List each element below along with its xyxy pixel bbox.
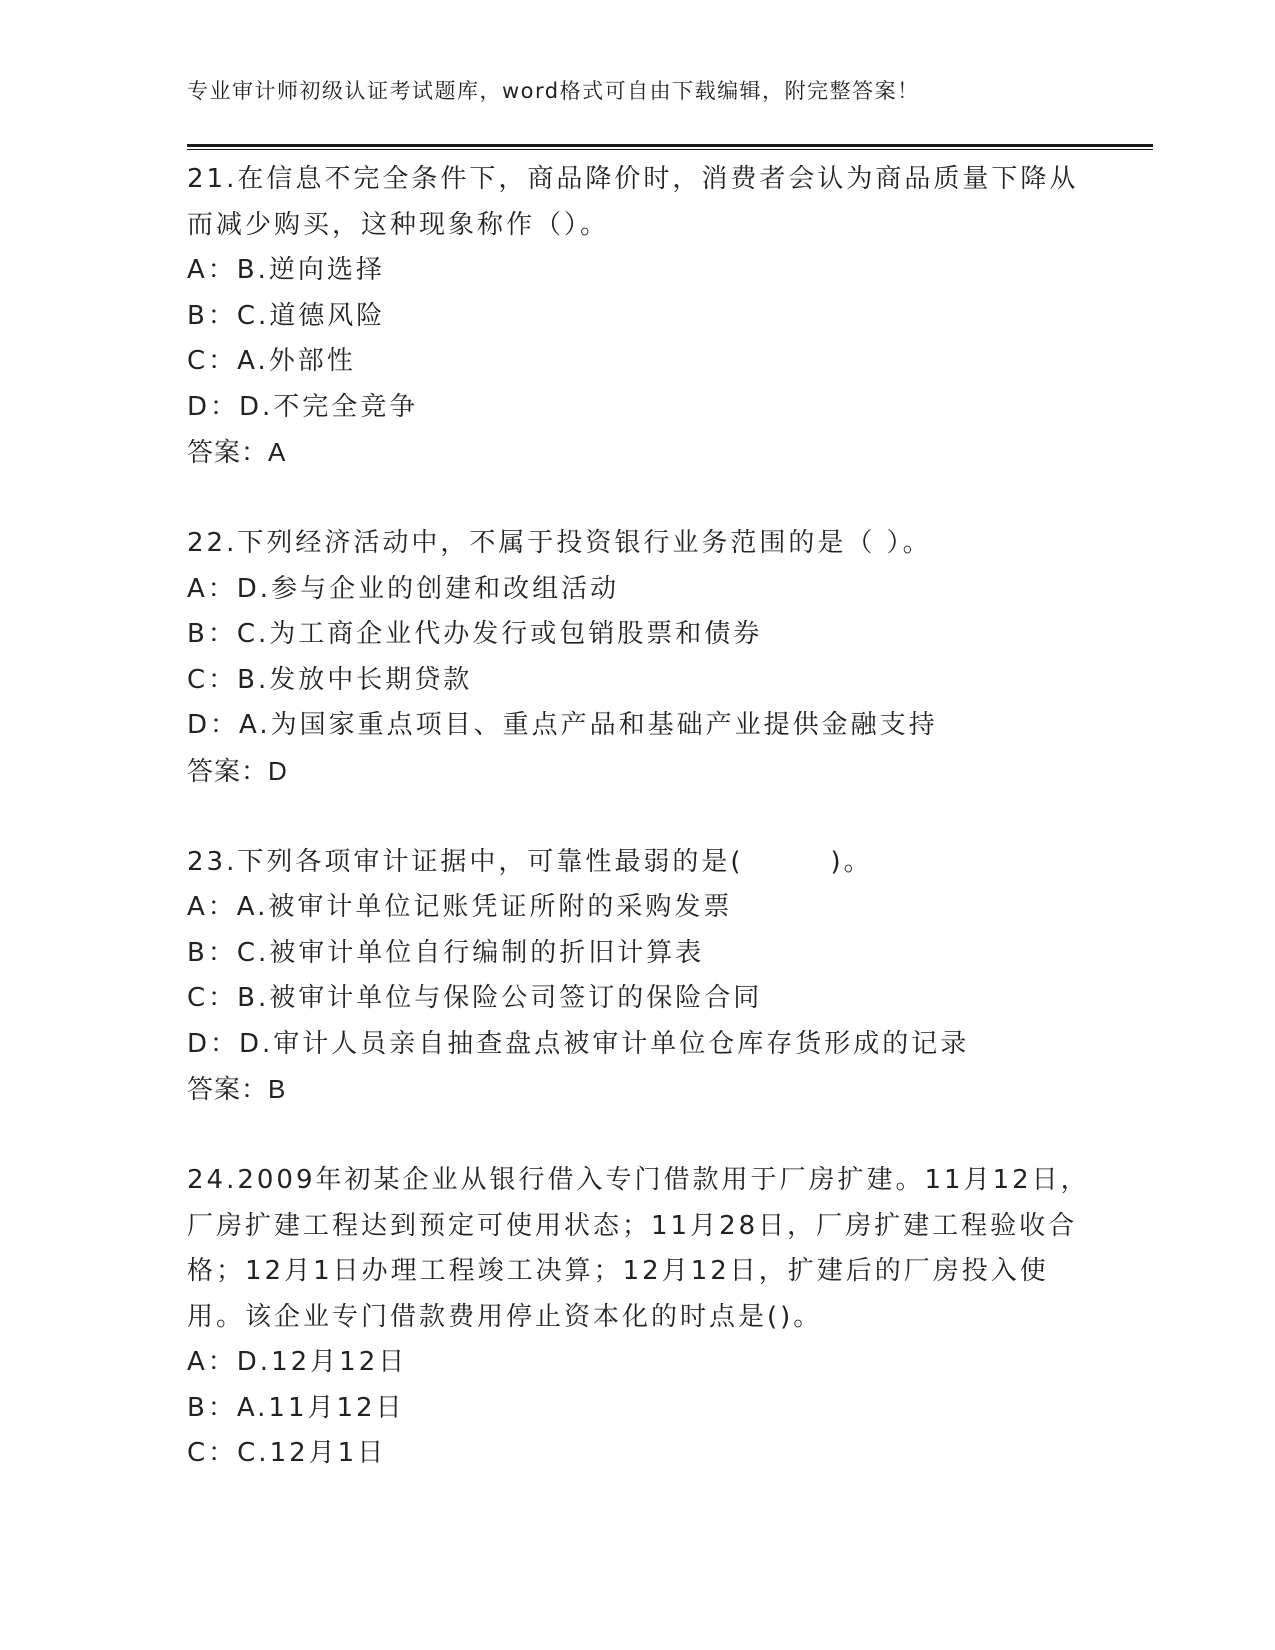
question-stem-line: 而减少购买，这种现象称作（）。 <box>187 209 610 240</box>
question-23 <box>187 840 1087 1113</box>
question-24 <box>187 1158 1090 1477</box>
answer-label: 答案：D <box>187 755 288 786</box>
option-a: A：B.逆向选择 <box>187 255 385 285</box>
option-c: C：B.发放中长期贷款 <box>187 664 473 695</box>
question-21 <box>187 157 1087 476</box>
question-list <box>187 157 1090 1522</box>
option-b: B：A.11月12日 <box>187 1392 405 1423</box>
option-d: D：D.不完全竞争 <box>187 391 419 422</box>
question-stem-line: 22.下列经济活动中，不属于投资银行业务范围的是（ ）。 <box>187 528 932 558</box>
option-a: A：A.被审计单位记账凭证所附的采购发票 <box>187 892 733 922</box>
option-b: B：C.道德风险 <box>187 300 386 331</box>
question-stem-line: 24.2009年初某企业从银行借入专门借款用于厂房扩建。11月12日， <box>187 1165 1090 1195</box>
option-c: C：C.12月1日 <box>187 1438 387 1468</box>
option-b: B：C.为工商企业代办发行或包销股票和债券 <box>187 619 763 649</box>
option-c: C：B.被审计单位与保险公司签订的保险合同 <box>187 983 763 1013</box>
question-stem-line: 格；12月1日办理工程竣工决算；12月12日，扩建后的厂房投入使 <box>187 1256 1049 1286</box>
option-c: C：A.外部性 <box>187 346 356 376</box>
answer-label: 答案：B <box>187 1074 287 1104</box>
option-b: B：C.被审计单位自行编制的折旧计算表 <box>187 937 705 968</box>
page-header: 专业审计师初级认证考试题库，word格式可自由下载编辑，附完整答案！ <box>187 79 920 103</box>
question-stem-line: 用。该企业专门借款费用停止资本化的时点是()。 <box>187 1301 823 1332</box>
header-divider-thin <box>187 149 1153 150</box>
header-divider-thick <box>187 144 1153 147</box>
question-stem-line: 厂房扩建工程达到预定可使用状态；11月28日，厂房扩建工程验收合 <box>187 1210 1078 1241</box>
answer-label: 答案：A <box>187 437 287 467</box>
option-d: D：A.为国家重点项目、重点产品和基础产业提供金融支持 <box>187 710 938 740</box>
question-stem-line: 21.在信息不完全条件下，商品降价时，消费者会认为商品质量下降从 <box>187 164 1079 194</box>
question-22 <box>187 521 1087 794</box>
option-a: A：D.12月12日 <box>187 1347 408 1377</box>
question-stem-line: 23.下列各项审计证据中，可靠性最弱的是( )。 <box>187 846 873 877</box>
option-d: D：D.审计人员亲自抽查盘点被审计单位仓库存货形成的记录 <box>187 1028 970 1059</box>
option-a: A：D.参与企业的创建和改组活动 <box>187 573 620 604</box>
